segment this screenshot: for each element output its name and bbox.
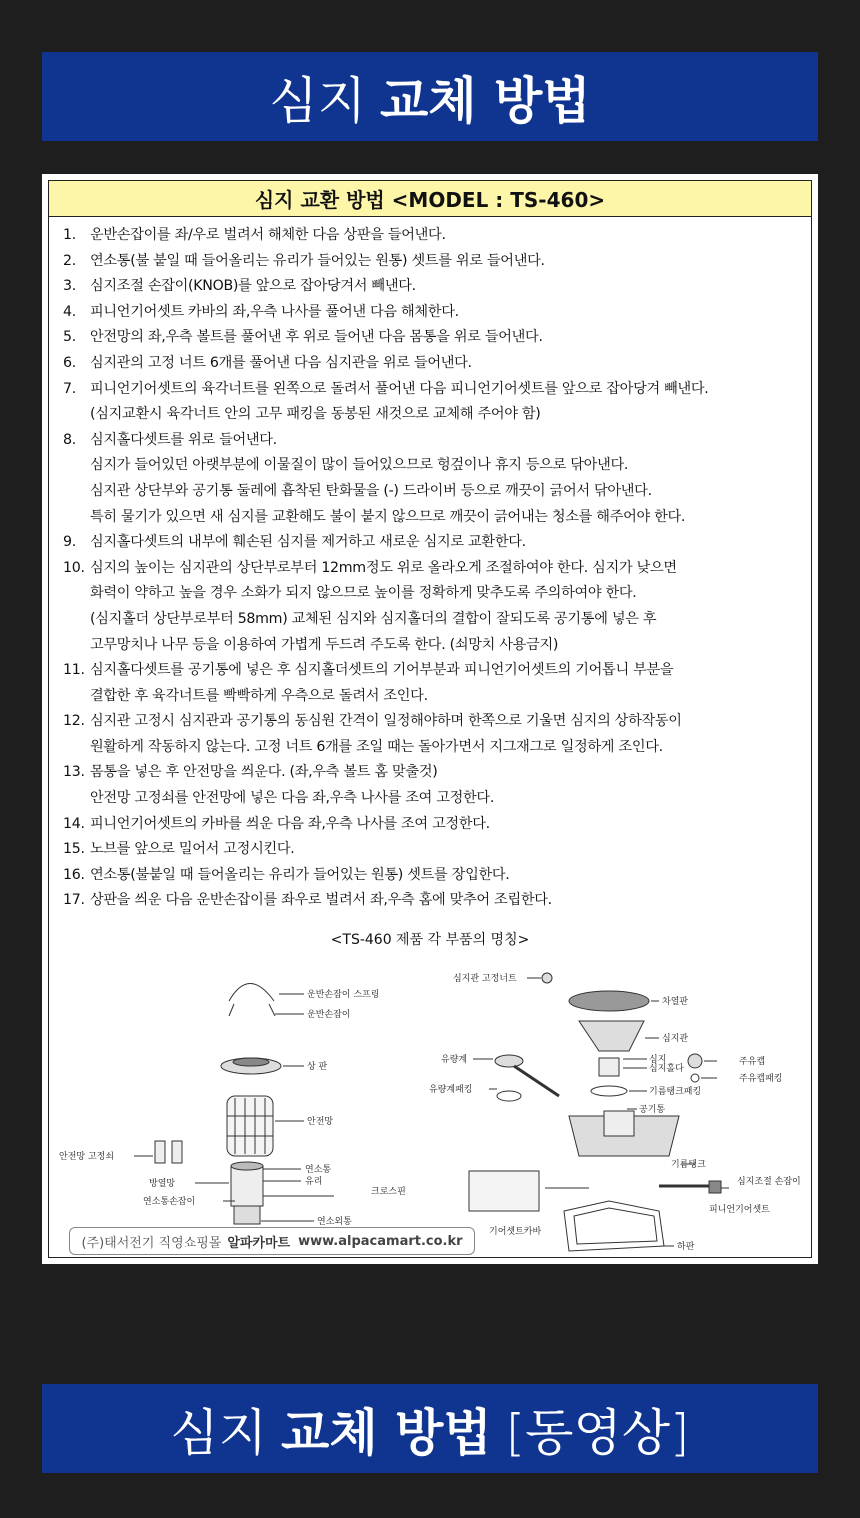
cap-drawing <box>688 1054 702 1068</box>
step-number: 4. <box>63 303 76 320</box>
step-item <box>63 377 801 403</box>
parts-diagram <box>49 956 813 1256</box>
step-continuation <box>63 786 801 812</box>
step-text: 연소통(불 붙일 때 들어올리는 유리가 들어있는 원통) 셋트를 위로 들어낸다. <box>90 252 545 269</box>
step-text: 노브를 앞으로 밀어서 고정시킨다. <box>90 841 295 858</box>
step-item <box>63 812 801 838</box>
burner-drawing <box>231 1166 263 1206</box>
step-number: 1. <box>63 227 76 243</box>
step-number: 14. <box>63 815 85 832</box>
step-text: (심지교환시 육각너트 안의 고무 패킹을 동봉된 새것으로 교체해 주어야 함) <box>90 406 541 423</box>
step-text: 피니언기어셋트의 육각너트를 왼쪽으로 돌려서 풀어낸 다음 피니언기어셋트를 앞으로 잡아당겨 빼낸다. <box>90 380 709 397</box>
step-continuation <box>63 479 801 505</box>
step-continuation <box>63 505 801 531</box>
instruction-sheet <box>42 174 818 1264</box>
gauge-packing-drawing <box>497 1091 521 1101</box>
credit-box <box>69 1227 475 1255</box>
step-text: 심지관의 고정 너트 6개를 풀어낸 다음 심지관을 위로 들어낸다. <box>90 354 472 371</box>
steps-list <box>49 217 811 914</box>
step-text: 심지의 높이는 심지관의 상단부로부터 12mm정도 위로 올라오게 조절하여야 한다. 심지가 낮으면 <box>90 559 677 576</box>
bottom-banner-bold: 교체 방법 <box>281 1403 492 1462</box>
step-text: 안전망의 좌,우측 볼트를 풀어낸 후 위로 들어낸 다음 몸통을 위로 들어낸다. <box>90 329 543 346</box>
label-wick: 심지 <box>649 1055 667 1065</box>
step-text: 운반손잡이를 좌/우로 벌려서 해체한 다음 상판을 들어낸다. <box>90 227 446 243</box>
handle-drawing <box>229 984 274 1002</box>
label-cap-packing: 주유캡패킹 <box>739 1074 783 1084</box>
step-number: 10. <box>63 559 85 576</box>
guard-drawing <box>227 1096 273 1156</box>
step-continuation <box>63 453 801 479</box>
label-gear-cover: 기어셋트카바 <box>489 1227 542 1237</box>
label-handle: 운반손잡이 <box>307 1010 351 1020</box>
wick-tube-drawing <box>579 1021 644 1051</box>
label-burner: 연소통 <box>305 1165 332 1175</box>
step-item <box>63 863 801 889</box>
step-text: 연소통(불붙일 때 들어올리는 유리가 들어있는 원통) 셋트를 장입한다. <box>90 866 510 883</box>
step-text: 심지홀다셋트의 내부에 훼손된 심지를 제거하고 새로운 심지로 교환한다. <box>90 534 526 551</box>
heat-shield-drawing <box>569 991 649 1011</box>
wick-nut-drawing <box>542 973 552 983</box>
label-wick-tube: 심지관 <box>662 1034 689 1044</box>
label-gauge: 유량계 <box>441 1055 468 1065</box>
label-wick-nut: 심지관 고정너트 <box>453 974 517 984</box>
label-spring: 운반손잡이 스프링 <box>307 990 380 1000</box>
wick-drawing <box>599 1058 619 1076</box>
label-glass: 유리 <box>305 1177 323 1187</box>
step-text: 심지관 고정시 심지관과 공기통의 동심원 간격이 일정해야하며 한쪽으로 기울면 심지의 상하작동이 <box>90 713 682 730</box>
step-number: 8. <box>63 431 76 448</box>
step-text: 심지관 상단부와 공기통 둘레에 흡착된 탄화물을 (-) 드라이버 등으로 깨끗이 긁어서 닦아낸다. <box>90 482 652 499</box>
label-guard: 안전망 <box>307 1117 334 1127</box>
step-item <box>63 888 801 914</box>
step-continuation <box>63 607 801 633</box>
step-number: 11. <box>63 662 85 679</box>
step-item <box>63 325 801 351</box>
step-text: 안전망 고정쇠를 안전망에 넣은 다음 좌,우측 나사를 조여 고정한다. <box>90 790 495 807</box>
step-item <box>63 274 801 300</box>
step-number: 2. <box>63 252 76 269</box>
step-text: 상판을 씌운 다음 운반손잡이를 좌우로 벌려서 좌,우측 홈에 맞추어 조립한다. <box>90 892 552 909</box>
step-text: 심지가 들어있던 아랫부분에 이물질이 많이 들어있으므로 헝겊이나 휴지 등으로 닦아낸다. <box>90 457 629 474</box>
step-text: 결합한 후 육각너트를 빡빡하게 우측으로 돌려서 조인다. <box>90 687 428 704</box>
tank-packing-drawing <box>591 1086 627 1096</box>
part-labels <box>59 972 801 1252</box>
step-number: 9. <box>63 534 76 551</box>
gear-cover-drawing <box>469 1171 539 1211</box>
step-number: 3. <box>63 278 76 295</box>
step-item <box>63 709 801 735</box>
label-wick-holder: 심지홀다 <box>649 1064 684 1074</box>
step-continuation <box>63 684 801 710</box>
gauge-drawing <box>495 1055 523 1067</box>
knob-drawing <box>709 1181 721 1193</box>
step-number: 16. <box>63 866 85 883</box>
step-text: 특히 물기가 있으면 새 심지를 교환해도 불이 붙지 않으므로 깨끗이 긁어내는 청소를 해주어야 한다. <box>90 508 686 525</box>
step-item <box>63 223 801 249</box>
step-continuation <box>63 402 801 428</box>
step-text: 심지조절 손잡이(KNOB)를 앞으로 잡아당겨서 빼낸다. <box>90 278 416 295</box>
step-number: 17. <box>63 892 85 909</box>
step-number: 12. <box>63 713 85 730</box>
step-continuation <box>63 735 801 761</box>
step-text: 몸통을 넣은 후 안전망을 씌운다. (좌,우측 볼트 홈 맞출것) <box>90 764 438 781</box>
bottom-banner[interactable] <box>42 1384 818 1473</box>
step-number: 5. <box>63 329 76 346</box>
step-text: 심지홀다셋트를 공기통에 넣은 후 심지홀더셋트의 기어부분과 피니언기어셋트의 기어톱니 부분을 <box>90 662 674 679</box>
step-item <box>63 837 801 863</box>
diagram-title: <TS-460 제품 각 부품의 명칭> <box>330 932 530 948</box>
step-item <box>63 658 801 684</box>
step-item <box>63 556 801 582</box>
step-continuation <box>63 581 801 607</box>
label-heat-shield: 차열판 <box>662 997 689 1007</box>
label-tank: 기름탱크 <box>671 1160 706 1170</box>
bottom-banner-light: 심지 <box>170 1403 268 1462</box>
step-item <box>63 530 801 556</box>
banner-title-light: 심지 <box>269 71 366 130</box>
top-banner <box>42 52 818 141</box>
label-top-plate: 상 판 <box>307 1062 328 1072</box>
label-burner-handle: 연소통손잡이 <box>143 1197 196 1207</box>
guard-clip-drawing <box>155 1141 165 1163</box>
step-item <box>63 300 801 326</box>
label-heat-net: 방열망 <box>149 1179 176 1189</box>
step-number: 6. <box>63 354 76 371</box>
step-text: 피니언기어셋트 카바의 좌,우측 나사를 풀어낸 다음 해체한다. <box>90 303 459 320</box>
bottom-banner-extra: [동영상] <box>505 1403 690 1462</box>
step-text: 원활하게 작동하지 않는다. 고정 너트 6개를 조일 때는 돌아가면서 지그재그로 일정하게 조인다. <box>90 738 663 755</box>
step-item <box>63 249 801 275</box>
label-knob: 심지조절 손잡이 <box>737 1177 801 1187</box>
step-number: 15. <box>63 841 85 858</box>
step-continuation <box>63 633 801 659</box>
step-text: 심지홀다셋트를 위로 들어낸다. <box>90 431 277 448</box>
label-bottom-plate: 하판 <box>677 1242 695 1252</box>
step-item <box>63 351 801 377</box>
step-text: 피니언기어셋트의 카바를 씌운 다음 좌,우측 나사를 조여 고정한다. <box>90 815 490 832</box>
label-gauge-packing: 유량계패킹 <box>429 1085 473 1095</box>
step-number: 13. <box>63 764 85 781</box>
label-pinion-set: 피니언기어셋트 <box>709 1205 770 1215</box>
banner-title-bold: 교체 방법 <box>380 71 591 130</box>
credit-company: (주)태서전기 직영쇼핑몰 <box>81 1235 222 1251</box>
label-outer-burner: 연소외통 <box>317 1217 352 1227</box>
step-text: 화력이 약하고 높을 경우 소화가 되지 않으므로 높이를 정확하게 맞추도록 주의하여야 한다. <box>90 585 637 602</box>
label-tank-packing: 기름탱크패킹 <box>649 1087 702 1097</box>
label-guard-clip: 안전망 고정쇠 <box>59 1152 115 1162</box>
credit-brand: 알파카마트 <box>227 1235 291 1251</box>
credit-url[interactable]: www.alpacamart.co.kr <box>298 1233 463 1249</box>
sheet-title: 심지 교환 방법 <MODEL : TS-460> <box>49 181 811 217</box>
label-air-tube: 공기통 <box>639 1105 666 1115</box>
step-item <box>63 428 801 454</box>
air-tube-drawing <box>604 1111 634 1136</box>
step-number: 7. <box>63 380 76 397</box>
step-text: 고무망치나 나무 등을 이용하여 가볍게 두드려 주도록 한다. (쇠망치 사용금지) <box>90 636 559 653</box>
instruction-frame <box>48 180 812 1258</box>
label-cap: 주유캡 <box>739 1057 766 1067</box>
step-text: (심지홀더 상단부로부터 58mm) 교체된 심지와 심지홀더의 결합이 잘되도록 공기통에 넣은 후 <box>90 610 657 627</box>
label-cross-pin: 크로스핀 <box>371 1187 406 1197</box>
step-item <box>63 760 801 786</box>
